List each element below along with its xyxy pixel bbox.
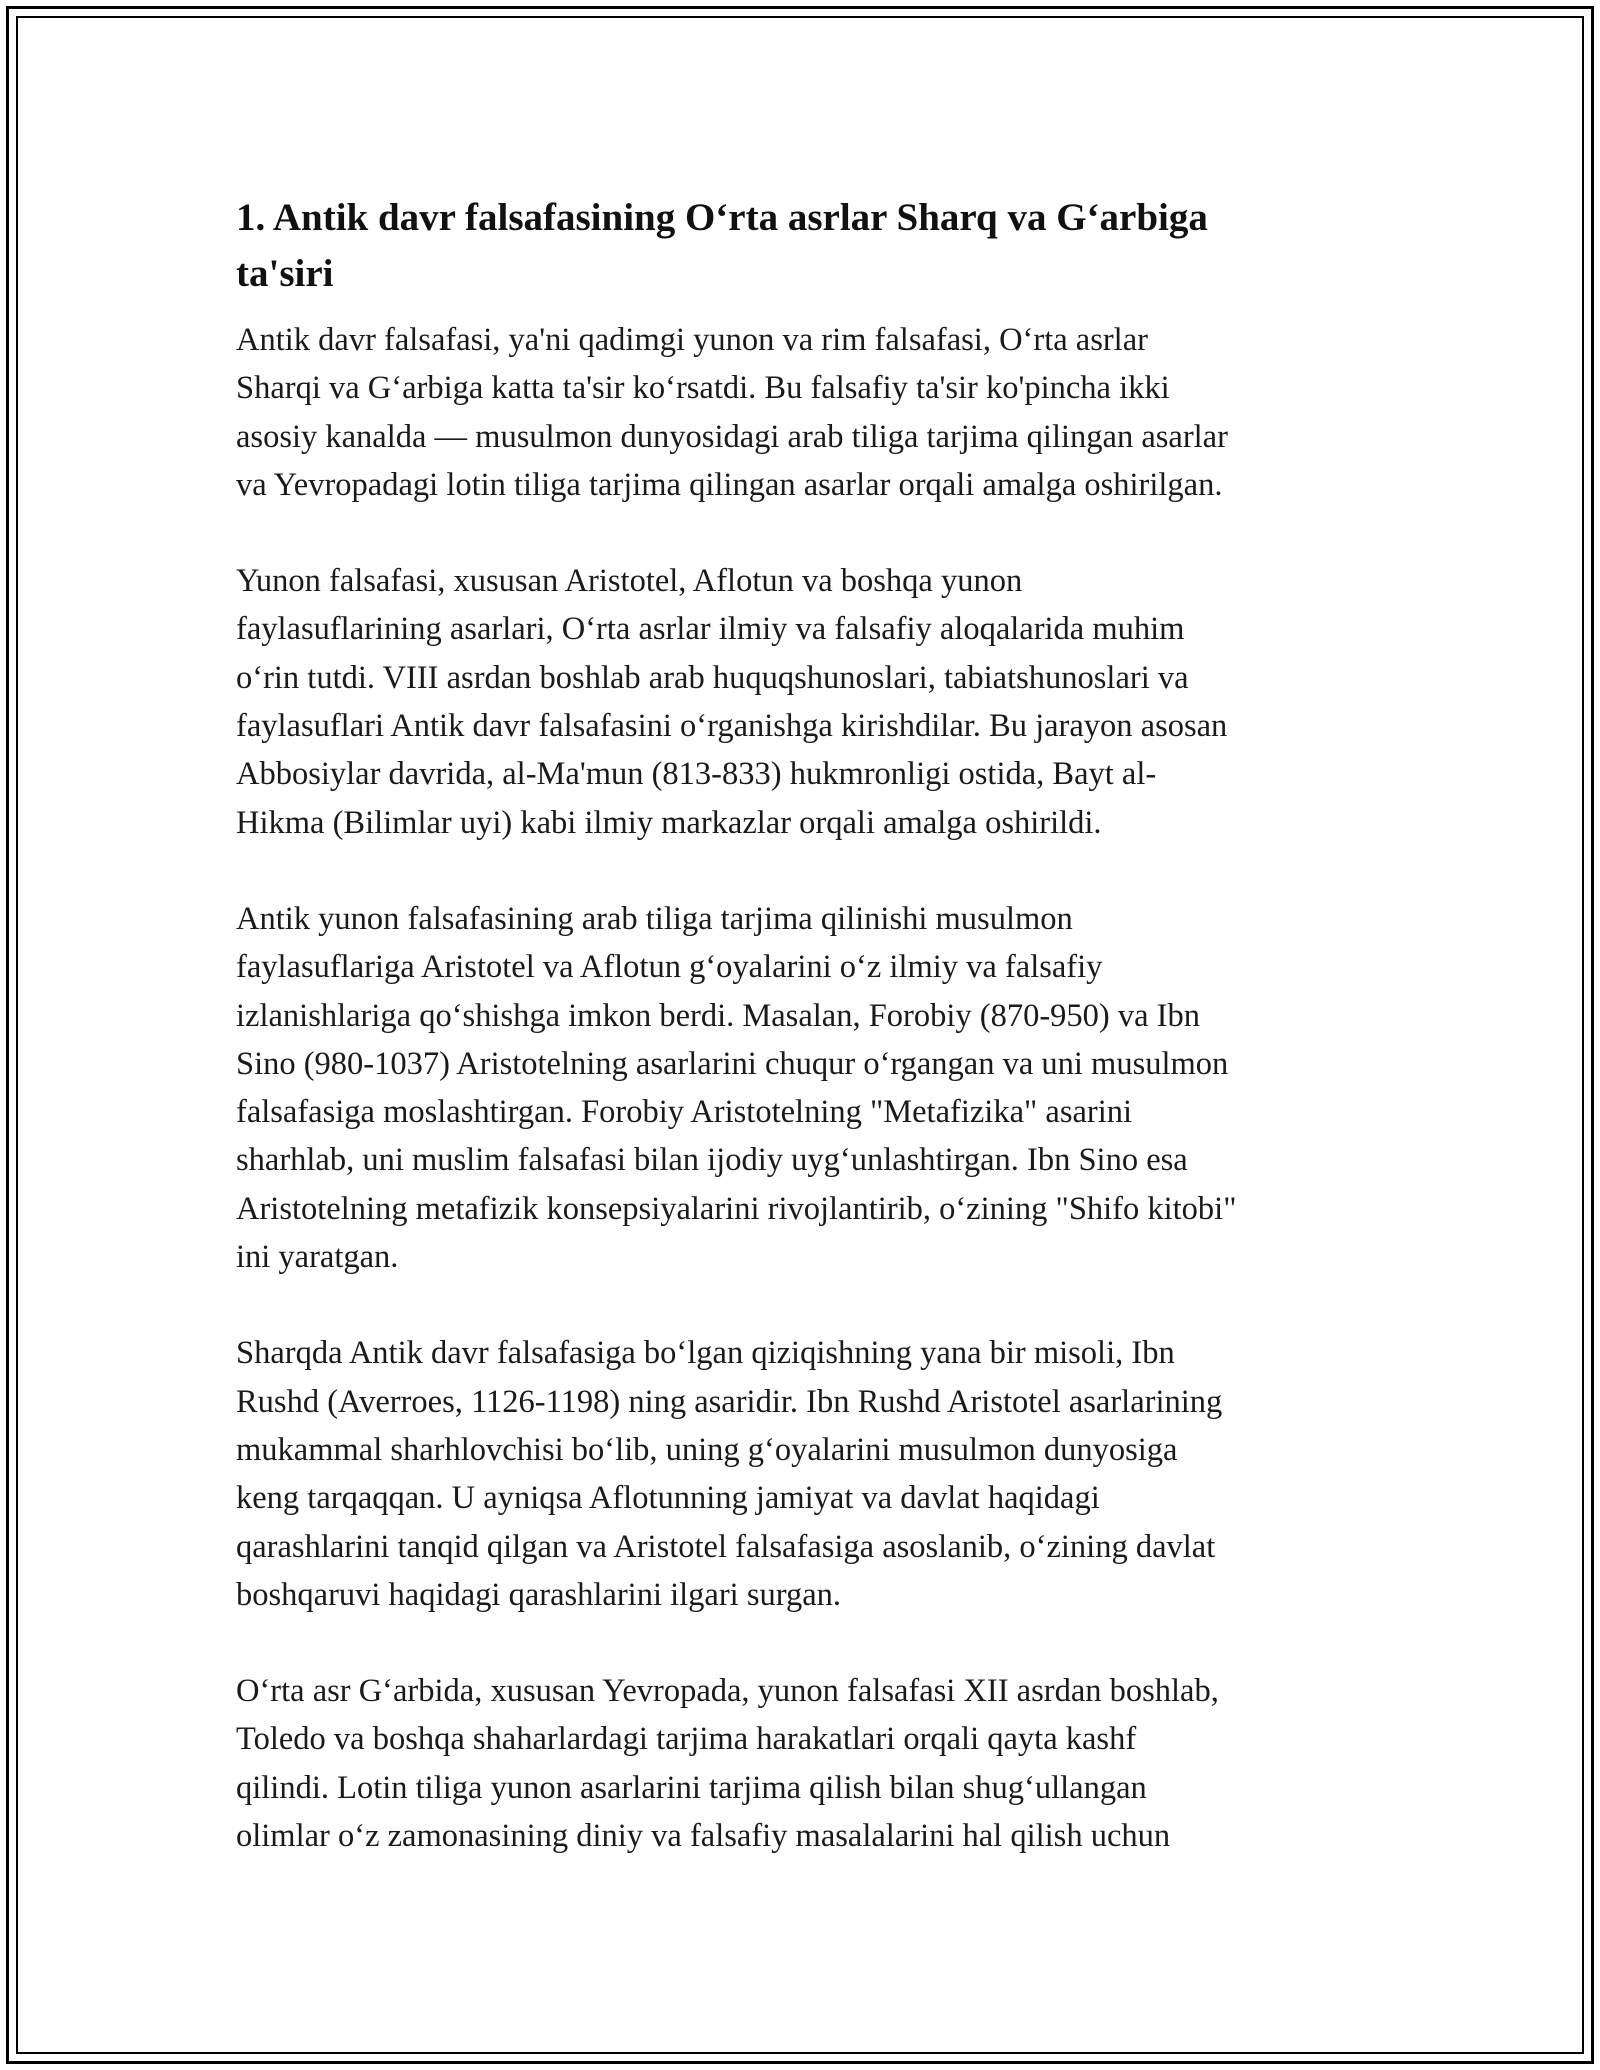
text-line: ini yaratgan. [236, 1239, 399, 1276]
text-line: o‘rin tutdi. VIII asrdan boshlab arab huquqshunoslari, tabiatshunoslari va [236, 659, 1189, 696]
text-line: Yunon falsafasi, xususan Aristotel, Aflotun va boshqa yunon [236, 563, 1023, 600]
text-line: qarashlarini tanqid qilgan va Aristotel falsafasiga asoslanib, o‘zining davlat [236, 1528, 1216, 1565]
text-line: Sharqda Antik davr falsafasiga bo‘lgan qiziqishning yana bir misoli, Ibn [236, 1335, 1175, 1372]
text-line: faylasuflari Antik davr falsafasini o‘rganishga kirishdilar. Bu jarayon asosan [236, 708, 1228, 745]
text-line: faylasuflarining asarlari, O‘rta asrlar ilmiy va falsafiy aloqalarida muhim [236, 611, 1185, 648]
text-line: mukammal sharhlovchisi bo‘lib, uning g‘oyalarini musulmon dunyosiga [236, 1431, 1178, 1468]
text-line: Sharqi va G‘arbiga katta ta'sir ko‘rsatdi. Bu falsafiy ta'sir ko'pincha ikki [236, 370, 1170, 407]
text-line: qilindi. Lotin tiliga yunon asarlarini tarjima qilish bilan shug‘ullangan [236, 1769, 1147, 1806]
text-line: izlanishlariga qo‘shishga imkon berdi. Masalan, Forobiy (870-950) va Ibn [236, 997, 1200, 1034]
text-line: Abbosiylar davrida, al-Ma'mun (813-833) hukmronligi ostida, Bayt al- [236, 756, 1157, 793]
text-line: Aristotelning metafizik konsepsiyalarini rivojlantirib, o‘zining "Shifo kitobi" [236, 1190, 1237, 1227]
text-line: sharhlab, uni muslim falsafasi bilan ijodiy uyg‘unlashtirgan. Ibn Sino esa [236, 1142, 1188, 1179]
text-line: keng tarqaqqan. U ayniqsa Aflotunning jamiyat va davlat haqidagi [236, 1480, 1100, 1517]
text-line: falsafasiga moslashtirgan. Forobiy Aristotelning "Metafizika" asarini [236, 1094, 1133, 1131]
text-line: Toledo va boshqa shaharlardagi tarjima harakatlari orqali qayta kashf [236, 1721, 1137, 1758]
text-line: Antik davr falsafasi, ya'ni qadimgi yunon va rim falsafasi, O‘rta asrlar [236, 322, 1148, 358]
text-line: va Yevropadagi lotin tiliga tarjima qilingan asarlar orqali amalga oshirilgan. [236, 466, 1223, 503]
paragraph [236, 1329, 1366, 1619]
document-body [236, 190, 1366, 1908]
paragraph [236, 1667, 1366, 1860]
paragraph [236, 316, 1366, 509]
text-line: Sino (980-1037) Aristotelning asarlarini chuqur o‘rgangan va uni musulmon [236, 1045, 1229, 1082]
text-line: faylasuflariga Aristotel va Aflotun g‘oyalarini o‘z ilmiy va falsafiy [236, 949, 1103, 986]
text-line: olimlar o‘z zamonasining diniy va falsafiy masalalarini hal qilish uchun [236, 1818, 1171, 1855]
text-line: Rushd (Averroes, 1126-1198) ning asaridir. Ibn Rushd Aristotel asarlarining [236, 1383, 1223, 1420]
text-line: asosiy kanalda — musulmon dunyosidagi arab tiliga tarjima qilingan asarlar [236, 418, 1228, 455]
text-line: Antik yunon falsafasining arab tiliga tarjima qilinishi musulmon [236, 900, 1073, 937]
heading-line: ta'siri [236, 252, 334, 295]
text-line: boshqaruvi haqidagi qarashlarini ilgari surgan. [236, 1576, 842, 1613]
paragraph [236, 895, 1366, 1281]
text-line: O‘rta asr G‘arbida, xususan Yevropada, yunon falsafasi XII asrdan boshlab, [236, 1673, 1219, 1710]
heading-line: 1. Antik davr falsafasining O‘rta asrlar Sharq va G‘arbiga [236, 196, 1208, 239]
paragraph [236, 557, 1366, 847]
section-heading [236, 190, 1366, 302]
text-line: Hikma (Bilimlar uyi) kabi ilmiy markazlar orqali amalga oshirildi. [236, 804, 1102, 841]
